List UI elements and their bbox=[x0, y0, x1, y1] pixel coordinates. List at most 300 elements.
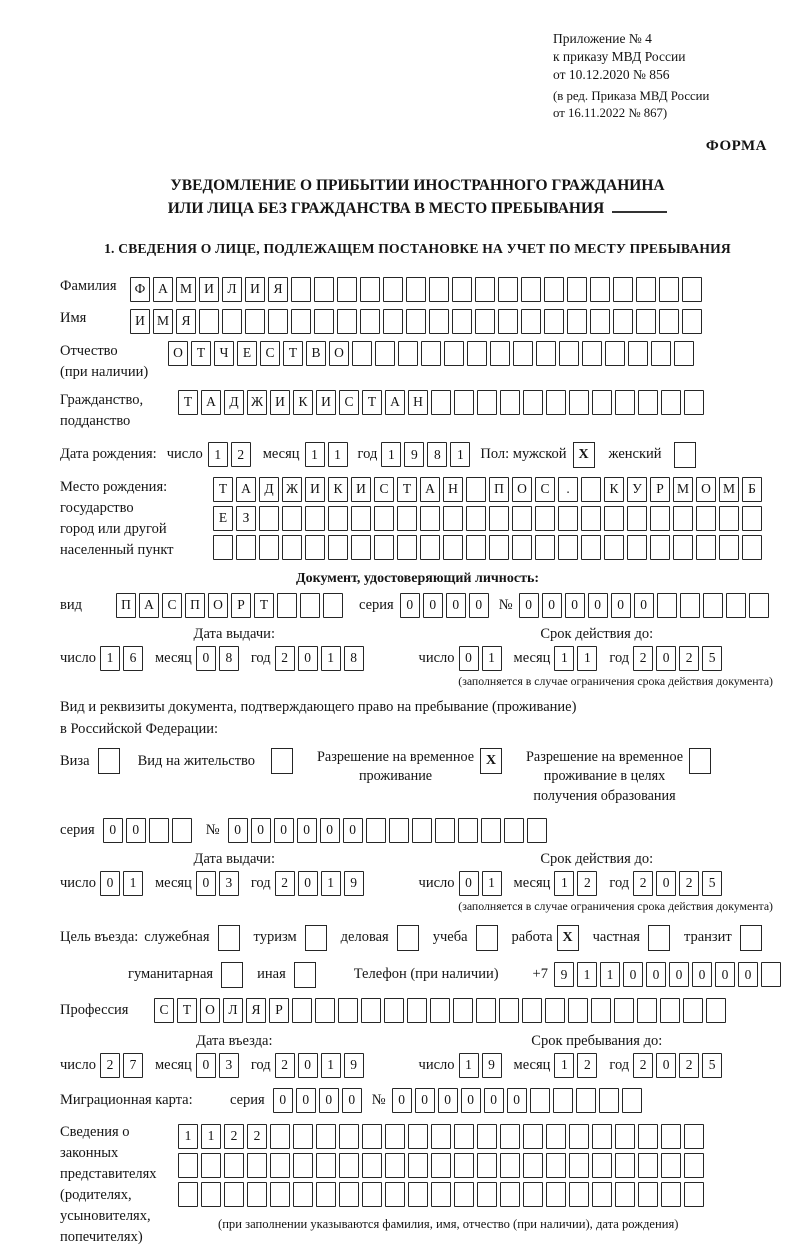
char-cell[interactable]: 0 bbox=[669, 962, 689, 987]
char-cell[interactable] bbox=[661, 1124, 681, 1149]
char-cell[interactable] bbox=[590, 309, 610, 334]
char-cell[interactable]: 0 bbox=[400, 593, 420, 618]
char-cell[interactable] bbox=[224, 1182, 244, 1207]
char-cell[interactable]: 0 bbox=[565, 593, 585, 618]
char-cell[interactable] bbox=[604, 535, 624, 560]
char-cell[interactable] bbox=[291, 277, 311, 302]
char-cell[interactable]: У bbox=[627, 477, 647, 502]
char-cell[interactable]: Д bbox=[259, 477, 279, 502]
char-cell[interactable] bbox=[431, 1182, 451, 1207]
char-cell[interactable] bbox=[638, 1182, 658, 1207]
char-cell[interactable] bbox=[431, 1124, 451, 1149]
char-cell[interactable] bbox=[567, 309, 587, 334]
char-cell[interactable]: . bbox=[558, 477, 578, 502]
char-cell[interactable] bbox=[178, 1153, 198, 1178]
char-cell[interactable]: 0 bbox=[484, 1088, 504, 1113]
char-cell[interactable] bbox=[604, 506, 624, 531]
char-cell[interactable]: С bbox=[535, 477, 555, 502]
char-cell[interactable] bbox=[201, 1153, 221, 1178]
char-cell[interactable] bbox=[224, 1153, 244, 1178]
char-cell[interactable]: 1 bbox=[321, 871, 341, 896]
char-cell[interactable]: С bbox=[154, 998, 174, 1023]
char-cell[interactable]: 0 bbox=[298, 871, 318, 896]
char-cell[interactable] bbox=[270, 1182, 290, 1207]
char-cell[interactable]: Б bbox=[742, 477, 762, 502]
char-cell[interactable]: Т bbox=[213, 477, 233, 502]
char-cell[interactable] bbox=[569, 1153, 589, 1178]
char-cell[interactable] bbox=[615, 390, 635, 415]
char-cell[interactable]: 1 bbox=[123, 871, 143, 896]
char-cell[interactable]: А bbox=[236, 477, 256, 502]
char-cell[interactable] bbox=[259, 506, 279, 531]
char-cell[interactable] bbox=[674, 341, 694, 366]
char-cell[interactable]: М bbox=[153, 309, 173, 334]
char-cell[interactable] bbox=[454, 1182, 474, 1207]
char-cell[interactable]: 0 bbox=[656, 646, 676, 671]
char-cell[interactable] bbox=[247, 1153, 267, 1178]
char-cell[interactable]: 1 bbox=[554, 871, 574, 896]
char-cell[interactable] bbox=[673, 535, 693, 560]
char-cell[interactable]: Т bbox=[397, 477, 417, 502]
char-cell[interactable] bbox=[384, 998, 404, 1023]
char-cell[interactable]: 9 bbox=[344, 871, 364, 896]
char-cell[interactable] bbox=[498, 277, 518, 302]
char-cell[interactable]: Л bbox=[223, 998, 243, 1023]
char-cell[interactable] bbox=[385, 1153, 405, 1178]
checkbox-delovaya[interactable] bbox=[397, 925, 419, 951]
char-cell[interactable]: И bbox=[305, 477, 325, 502]
char-cell[interactable] bbox=[659, 309, 679, 334]
char-cell[interactable] bbox=[351, 506, 371, 531]
char-cell[interactable]: 0 bbox=[296, 1088, 316, 1113]
char-cell[interactable] bbox=[569, 390, 589, 415]
char-cell[interactable] bbox=[527, 818, 547, 843]
char-cell[interactable] bbox=[315, 998, 335, 1023]
char-cell[interactable]: 1 bbox=[459, 1053, 479, 1078]
char-cell[interactable]: Д bbox=[224, 390, 244, 415]
char-cell[interactable] bbox=[636, 309, 656, 334]
char-cell[interactable] bbox=[293, 1182, 313, 1207]
char-cell[interactable] bbox=[546, 1153, 566, 1178]
checkbox-temp-residence-education[interactable] bbox=[689, 748, 711, 774]
char-cell[interactable]: 0 bbox=[634, 593, 654, 618]
char-cell[interactable] bbox=[657, 593, 677, 618]
char-cell[interactable] bbox=[592, 1124, 612, 1149]
char-cell[interactable] bbox=[431, 390, 451, 415]
char-cell[interactable] bbox=[338, 998, 358, 1023]
char-cell[interactable] bbox=[397, 506, 417, 531]
char-cell[interactable] bbox=[316, 1182, 336, 1207]
char-cell[interactable] bbox=[323, 593, 343, 618]
char-cell[interactable]: 5 bbox=[702, 646, 722, 671]
char-cell[interactable] bbox=[420, 535, 440, 560]
char-cell[interactable]: Я bbox=[246, 998, 266, 1023]
char-cell[interactable] bbox=[458, 818, 478, 843]
char-cell[interactable] bbox=[523, 1124, 543, 1149]
char-cell[interactable] bbox=[500, 390, 520, 415]
checkbox-gumanitarnaya[interactable] bbox=[221, 962, 243, 988]
char-cell[interactable] bbox=[172, 818, 192, 843]
char-cell[interactable]: 2 bbox=[679, 1053, 699, 1078]
char-cell[interactable] bbox=[454, 1153, 474, 1178]
char-cell[interactable]: 0 bbox=[297, 818, 317, 843]
char-cell[interactable]: А bbox=[139, 593, 159, 618]
char-cell[interactable] bbox=[558, 506, 578, 531]
char-cell[interactable]: 0 bbox=[196, 646, 216, 671]
char-cell[interactable] bbox=[682, 277, 702, 302]
char-cell[interactable] bbox=[362, 1153, 382, 1178]
char-cell[interactable] bbox=[581, 535, 601, 560]
char-cell[interactable] bbox=[592, 1153, 612, 1178]
char-cell[interactable] bbox=[636, 277, 656, 302]
char-cell[interactable] bbox=[500, 1153, 520, 1178]
char-cell[interactable] bbox=[452, 309, 472, 334]
char-cell[interactable] bbox=[696, 506, 716, 531]
char-cell[interactable] bbox=[292, 998, 312, 1023]
char-cell[interactable] bbox=[592, 1182, 612, 1207]
char-cell[interactable] bbox=[389, 818, 409, 843]
char-cell[interactable] bbox=[374, 535, 394, 560]
char-cell[interactable] bbox=[512, 506, 532, 531]
char-cell[interactable] bbox=[374, 506, 394, 531]
char-cell[interactable] bbox=[615, 1153, 635, 1178]
char-cell[interactable]: Я bbox=[268, 277, 288, 302]
char-cell[interactable] bbox=[199, 309, 219, 334]
char-cell[interactable] bbox=[481, 818, 501, 843]
char-cell[interactable]: П bbox=[489, 477, 509, 502]
char-cell[interactable]: О bbox=[200, 998, 220, 1023]
char-cell[interactable]: 3 bbox=[219, 1053, 239, 1078]
char-cell[interactable] bbox=[559, 341, 579, 366]
char-cell[interactable]: 0 bbox=[392, 1088, 412, 1113]
char-cell[interactable] bbox=[591, 998, 611, 1023]
char-cell[interactable] bbox=[245, 309, 265, 334]
char-cell[interactable]: 6 bbox=[123, 646, 143, 671]
char-cell[interactable] bbox=[684, 1182, 704, 1207]
char-cell[interactable] bbox=[476, 998, 496, 1023]
char-cell[interactable] bbox=[651, 341, 671, 366]
char-cell[interactable] bbox=[339, 1182, 359, 1207]
checkbox-residence-permit[interactable] bbox=[271, 748, 293, 774]
char-cell[interactable] bbox=[201, 1182, 221, 1207]
char-cell[interactable] bbox=[305, 506, 325, 531]
char-cell[interactable]: 8 bbox=[219, 646, 239, 671]
char-cell[interactable]: 0 bbox=[103, 818, 123, 843]
char-cell[interactable] bbox=[684, 390, 704, 415]
char-cell[interactable] bbox=[581, 477, 601, 502]
char-cell[interactable] bbox=[247, 1182, 267, 1207]
char-cell[interactable]: 0 bbox=[274, 818, 294, 843]
char-cell[interactable] bbox=[553, 1088, 573, 1113]
char-cell[interactable]: А bbox=[201, 390, 221, 415]
char-cell[interactable] bbox=[408, 1153, 428, 1178]
char-cell[interactable] bbox=[421, 341, 441, 366]
char-cell[interactable] bbox=[545, 998, 565, 1023]
char-cell[interactable] bbox=[627, 535, 647, 560]
char-cell[interactable] bbox=[719, 535, 739, 560]
char-cell[interactable] bbox=[500, 1124, 520, 1149]
char-cell[interactable]: 2 bbox=[679, 646, 699, 671]
char-cell[interactable] bbox=[314, 309, 334, 334]
char-cell[interactable]: 1 bbox=[100, 646, 120, 671]
char-cell[interactable]: Ж bbox=[282, 477, 302, 502]
char-cell[interactable]: Т bbox=[177, 998, 197, 1023]
char-cell[interactable] bbox=[475, 309, 495, 334]
char-cell[interactable] bbox=[627, 506, 647, 531]
char-cell[interactable] bbox=[613, 309, 633, 334]
char-cell[interactable]: 0 bbox=[298, 646, 318, 671]
char-cell[interactable]: 0 bbox=[692, 962, 712, 987]
char-cell[interactable] bbox=[535, 535, 555, 560]
char-cell[interactable] bbox=[650, 506, 670, 531]
char-cell[interactable] bbox=[500, 1182, 520, 1207]
char-cell[interactable] bbox=[558, 535, 578, 560]
char-cell[interactable] bbox=[477, 1124, 497, 1149]
char-cell[interactable] bbox=[489, 506, 509, 531]
char-cell[interactable] bbox=[615, 1182, 635, 1207]
char-cell[interactable] bbox=[535, 506, 555, 531]
char-cell[interactable]: М bbox=[673, 477, 693, 502]
char-cell[interactable]: 1 bbox=[482, 646, 502, 671]
char-cell[interactable] bbox=[360, 277, 380, 302]
char-cell[interactable]: 1 bbox=[305, 442, 325, 467]
checkbox-ucheba[interactable] bbox=[476, 925, 498, 951]
char-cell[interactable] bbox=[293, 1153, 313, 1178]
char-cell[interactable]: 1 bbox=[577, 962, 597, 987]
char-cell[interactable]: И bbox=[199, 277, 219, 302]
char-cell[interactable] bbox=[443, 506, 463, 531]
char-cell[interactable] bbox=[683, 998, 703, 1023]
char-cell[interactable]: 7 bbox=[123, 1053, 143, 1078]
char-cell[interactable]: П bbox=[116, 593, 136, 618]
char-cell[interactable] bbox=[277, 593, 297, 618]
char-cell[interactable] bbox=[521, 309, 541, 334]
char-cell[interactable] bbox=[569, 1182, 589, 1207]
char-cell[interactable] bbox=[504, 818, 524, 843]
char-cell[interactable]: 0 bbox=[646, 962, 666, 987]
char-cell[interactable] bbox=[530, 1088, 550, 1113]
char-cell[interactable] bbox=[498, 309, 518, 334]
char-cell[interactable] bbox=[385, 1124, 405, 1149]
char-cell[interactable] bbox=[466, 477, 486, 502]
char-cell[interactable] bbox=[522, 998, 542, 1023]
char-cell[interactable]: Р bbox=[269, 998, 289, 1023]
char-cell[interactable]: 0 bbox=[656, 1053, 676, 1078]
char-cell[interactable]: 2 bbox=[275, 1053, 295, 1078]
char-cell[interactable]: 1 bbox=[178, 1124, 198, 1149]
char-cell[interactable] bbox=[499, 998, 519, 1023]
char-cell[interactable] bbox=[452, 277, 472, 302]
char-cell[interactable] bbox=[305, 535, 325, 560]
char-cell[interactable] bbox=[412, 818, 432, 843]
checkbox-chastnaya[interactable] bbox=[648, 925, 670, 951]
char-cell[interactable] bbox=[431, 1153, 451, 1178]
char-cell[interactable] bbox=[408, 1124, 428, 1149]
char-cell[interactable]: Т bbox=[362, 390, 382, 415]
char-cell[interactable] bbox=[489, 535, 509, 560]
char-cell[interactable] bbox=[430, 998, 450, 1023]
char-cell[interactable] bbox=[581, 506, 601, 531]
char-cell[interactable]: 1 bbox=[208, 442, 228, 467]
char-cell[interactable] bbox=[375, 341, 395, 366]
char-cell[interactable] bbox=[222, 309, 242, 334]
char-cell[interactable] bbox=[638, 390, 658, 415]
char-cell[interactable] bbox=[599, 1088, 619, 1113]
char-cell[interactable]: 1 bbox=[450, 442, 470, 467]
char-cell[interactable] bbox=[397, 535, 417, 560]
char-cell[interactable] bbox=[270, 1124, 290, 1149]
char-cell[interactable]: 2 bbox=[633, 871, 653, 896]
char-cell[interactable] bbox=[383, 309, 403, 334]
char-cell[interactable]: 9 bbox=[344, 1053, 364, 1078]
char-cell[interactable]: Я bbox=[176, 309, 196, 334]
char-cell[interactable] bbox=[213, 535, 233, 560]
char-cell[interactable] bbox=[568, 998, 588, 1023]
char-cell[interactable]: К bbox=[328, 477, 348, 502]
char-cell[interactable] bbox=[684, 1124, 704, 1149]
char-cell[interactable]: А bbox=[420, 477, 440, 502]
char-cell[interactable] bbox=[475, 277, 495, 302]
char-cell[interactable] bbox=[420, 506, 440, 531]
char-cell[interactable]: 9 bbox=[482, 1053, 502, 1078]
char-cell[interactable]: О bbox=[208, 593, 228, 618]
char-cell[interactable] bbox=[406, 277, 426, 302]
char-cell[interactable]: 2 bbox=[247, 1124, 267, 1149]
char-cell[interactable] bbox=[637, 998, 657, 1023]
char-cell[interactable] bbox=[613, 277, 633, 302]
char-cell[interactable] bbox=[383, 277, 403, 302]
char-cell[interactable]: Т bbox=[254, 593, 274, 618]
char-cell[interactable]: М bbox=[719, 477, 739, 502]
char-cell[interactable]: 0 bbox=[273, 1088, 293, 1113]
checkbox-tranzit[interactable] bbox=[740, 925, 762, 951]
char-cell[interactable] bbox=[454, 390, 474, 415]
char-cell[interactable] bbox=[661, 1182, 681, 1207]
char-cell[interactable] bbox=[490, 341, 510, 366]
char-cell[interactable] bbox=[726, 593, 746, 618]
char-cell[interactable] bbox=[569, 1124, 589, 1149]
char-cell[interactable]: 1 bbox=[554, 646, 574, 671]
char-cell[interactable]: 2 bbox=[633, 1053, 653, 1078]
char-cell[interactable] bbox=[429, 309, 449, 334]
char-cell[interactable]: 2 bbox=[224, 1124, 244, 1149]
char-cell[interactable]: И bbox=[245, 277, 265, 302]
char-cell[interactable]: О bbox=[168, 341, 188, 366]
char-cell[interactable]: Т bbox=[191, 341, 211, 366]
char-cell[interactable] bbox=[592, 390, 612, 415]
char-cell[interactable] bbox=[337, 309, 357, 334]
char-cell[interactable] bbox=[523, 1182, 543, 1207]
char-cell[interactable]: 0 bbox=[100, 871, 120, 896]
char-cell[interactable] bbox=[684, 1153, 704, 1178]
char-cell[interactable] bbox=[406, 309, 426, 334]
char-cell[interactable] bbox=[614, 998, 634, 1023]
char-cell[interactable] bbox=[638, 1124, 658, 1149]
char-cell[interactable] bbox=[466, 535, 486, 560]
char-cell[interactable]: С bbox=[374, 477, 394, 502]
char-cell[interactable] bbox=[149, 818, 169, 843]
char-cell[interactable]: 0 bbox=[469, 593, 489, 618]
char-cell[interactable] bbox=[407, 998, 427, 1023]
char-cell[interactable]: 0 bbox=[251, 818, 271, 843]
char-cell[interactable]: Н bbox=[408, 390, 428, 415]
char-cell[interactable] bbox=[659, 277, 679, 302]
char-cell[interactable] bbox=[546, 1182, 566, 1207]
char-cell[interactable] bbox=[576, 1088, 596, 1113]
char-cell[interactable] bbox=[512, 535, 532, 560]
char-cell[interactable]: А bbox=[385, 390, 405, 415]
char-cell[interactable]: 0 bbox=[446, 593, 466, 618]
char-cell[interactable]: 0 bbox=[459, 646, 479, 671]
char-cell[interactable]: 0 bbox=[298, 1053, 318, 1078]
char-cell[interactable] bbox=[680, 593, 700, 618]
char-cell[interactable] bbox=[328, 535, 348, 560]
char-cell[interactable]: П bbox=[185, 593, 205, 618]
char-cell[interactable]: И bbox=[316, 390, 336, 415]
char-cell[interactable]: С bbox=[339, 390, 359, 415]
char-cell[interactable] bbox=[270, 1153, 290, 1178]
char-cell[interactable] bbox=[513, 341, 533, 366]
char-cell[interactable] bbox=[351, 535, 371, 560]
char-cell[interactable] bbox=[582, 341, 602, 366]
char-cell[interactable] bbox=[696, 535, 716, 560]
char-cell[interactable]: 1 bbox=[328, 442, 348, 467]
char-cell[interactable]: 0 bbox=[342, 1088, 362, 1113]
char-cell[interactable]: М bbox=[176, 277, 196, 302]
char-cell[interactable]: Т bbox=[283, 341, 303, 366]
char-cell[interactable] bbox=[385, 1182, 405, 1207]
char-cell[interactable]: 2 bbox=[633, 646, 653, 671]
char-cell[interactable] bbox=[706, 998, 726, 1023]
char-cell[interactable] bbox=[314, 277, 334, 302]
char-cell[interactable]: 0 bbox=[320, 818, 340, 843]
char-cell[interactable] bbox=[650, 535, 670, 560]
char-cell[interactable]: О bbox=[329, 341, 349, 366]
char-cell[interactable] bbox=[362, 1182, 382, 1207]
char-cell[interactable]: 0 bbox=[507, 1088, 527, 1113]
char-cell[interactable]: 8 bbox=[344, 646, 364, 671]
char-cell[interactable] bbox=[259, 535, 279, 560]
char-cell[interactable] bbox=[352, 341, 372, 366]
char-cell[interactable] bbox=[477, 1153, 497, 1178]
char-cell[interactable] bbox=[443, 535, 463, 560]
char-cell[interactable]: 0 bbox=[415, 1088, 435, 1113]
char-cell[interactable]: Р bbox=[231, 593, 251, 618]
char-cell[interactable] bbox=[178, 1182, 198, 1207]
char-cell[interactable] bbox=[361, 998, 381, 1023]
char-cell[interactable]: Т bbox=[178, 390, 198, 415]
char-cell[interactable] bbox=[467, 341, 487, 366]
char-cell[interactable]: 3 bbox=[219, 871, 239, 896]
char-cell[interactable] bbox=[360, 309, 380, 334]
char-cell[interactable]: 1 bbox=[577, 646, 597, 671]
char-cell[interactable]: И bbox=[270, 390, 290, 415]
char-cell[interactable] bbox=[546, 390, 566, 415]
char-cell[interactable]: 1 bbox=[201, 1124, 221, 1149]
char-cell[interactable]: А bbox=[153, 277, 173, 302]
char-cell[interactable]: 0 bbox=[519, 593, 539, 618]
char-cell[interactable] bbox=[761, 962, 781, 987]
char-cell[interactable] bbox=[316, 1153, 336, 1178]
char-cell[interactable]: Л bbox=[222, 277, 242, 302]
char-cell[interactable] bbox=[291, 309, 311, 334]
char-cell[interactable] bbox=[466, 506, 486, 531]
char-cell[interactable]: О bbox=[512, 477, 532, 502]
char-cell[interactable] bbox=[567, 277, 587, 302]
char-cell[interactable]: Ж bbox=[247, 390, 267, 415]
char-cell[interactable] bbox=[408, 1182, 428, 1207]
char-cell[interactable] bbox=[362, 1124, 382, 1149]
